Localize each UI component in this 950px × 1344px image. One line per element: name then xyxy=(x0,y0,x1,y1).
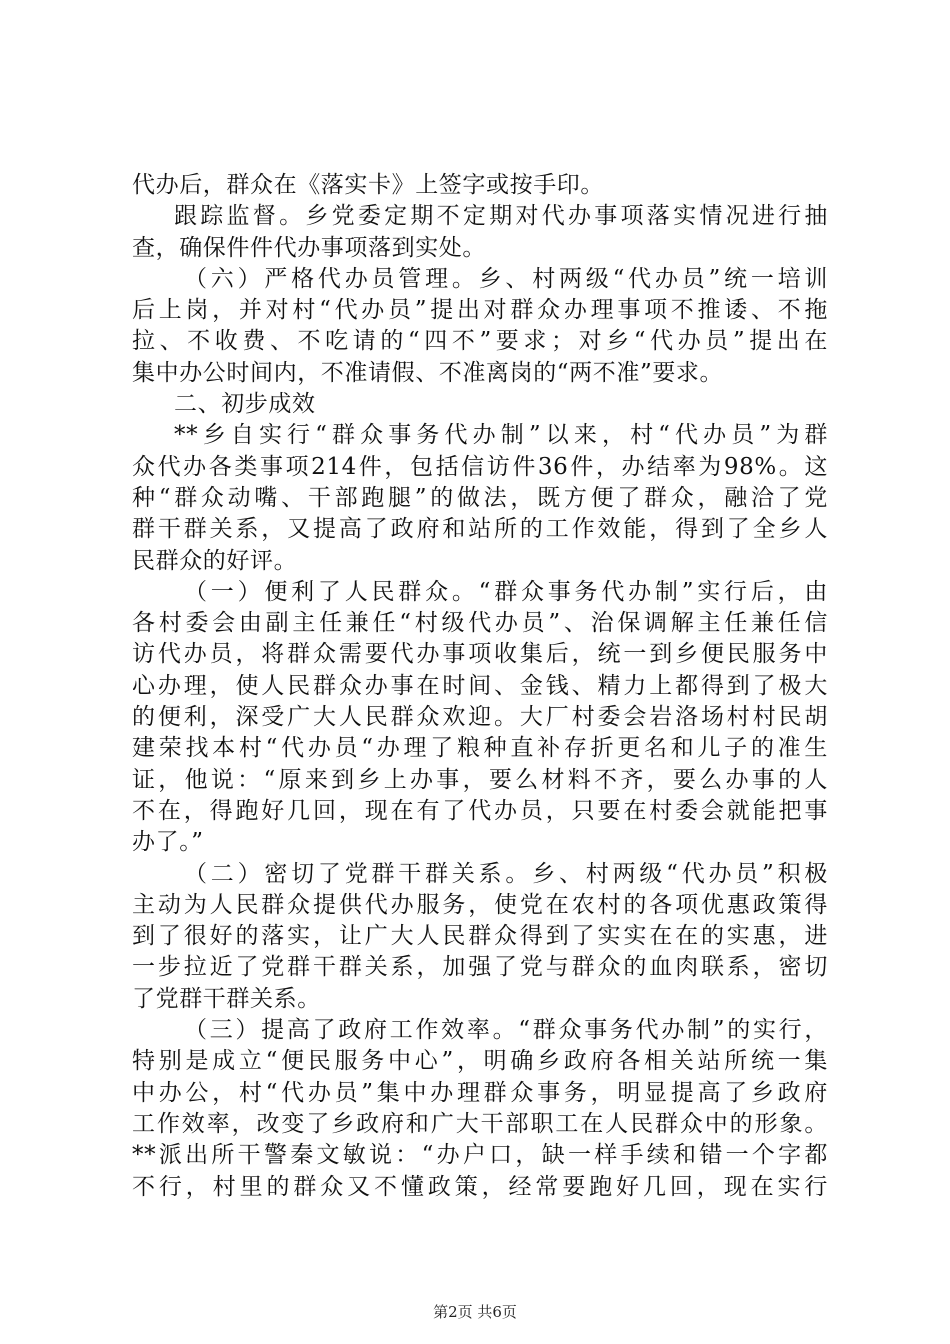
page-footer xyxy=(0,1301,950,1322)
text-line: 证，他说：“原来到乡上办事，要么材料不齐，要么办事的人 xyxy=(132,766,828,793)
text-line: 办了。” xyxy=(132,829,204,856)
text-line: 查，确保件件代办事项落到实处。 xyxy=(132,234,486,261)
text-line: 访代办员，将群众需要代办事项收集后，统一到乡便民服务中 xyxy=(132,641,828,668)
text-line: 后上岗，并对村“代办员”提出对群众办理事项不推诿、不拖 xyxy=(132,297,828,324)
text-line: （二）密切了党群干群关系。乡、村两级“代办员”积极 xyxy=(184,860,828,887)
document-body xyxy=(132,170,828,1203)
text-line: 建荣找本村“代办员“办理了粮种直补存折更名和儿子的准生 xyxy=(132,735,828,762)
text-line: （三）提高了政府工作效率。“群众事务代办制”的实行， xyxy=(184,1017,828,1044)
text-line: 主动为人民群众提供代办服务，使党在农村的各项优惠政策得 xyxy=(132,891,828,918)
text-line: 众代办各类事项214件，包括信访件36件，办结率为98%。这 xyxy=(132,453,828,480)
text-line: 心办理，使人民群众办事在时间、金钱、精力上都得到了极大 xyxy=(132,672,828,699)
text-line: 跟踪监督。乡党委定期不定期对代办事项落实情况进行抽 xyxy=(174,203,828,230)
page-number: 第2页 共6页 xyxy=(433,1303,517,1321)
text-line: 代办后，群众在《落实卡》上签字或按手印。 xyxy=(132,172,604,198)
text-line: 各村委会由副主任兼任“村级代办员”、治保调解主任兼任信 xyxy=(132,610,828,637)
text-line: 了党群干群关系。 xyxy=(132,985,321,1012)
text-line: 特别是成立“便民服务中心”，明确乡政府各相关站所统一集 xyxy=(132,1048,828,1075)
text-line: 群干群关系，又提高了政府和站所的工作效能，得到了全乡人 xyxy=(132,516,828,543)
text-line: 到了很好的落实，让广大人民群众得到了实实在在的实惠，进 xyxy=(132,923,828,950)
text-line: 拉、不收费、不吃请的“四不”要求；对乡“代办员”提出在 xyxy=(132,328,828,355)
text-line: 的便利，深受广大人民群众欢迎。大厂村委会岩洛场村村民胡 xyxy=(132,704,828,731)
text-line: 一步拉近了党群干群关系，加强了党与群众的血肉联系，密切 xyxy=(132,954,828,981)
text-line: （一）便利了人民群众。“群众事务代办制”实行后，由 xyxy=(184,578,828,605)
text-line: 二、初步成效 xyxy=(174,391,316,418)
text-line: （六）严格代办员管理。乡、村两级“代办员”统一培训 xyxy=(184,265,828,292)
text-line: 中办公，村“代办员”集中办理群众事务，明显提高了乡政府 xyxy=(132,1079,828,1106)
text-line: **派出所干警秦文敏说：“办户口，缺一样手续和错一个字都 xyxy=(132,1142,828,1169)
text-line: 工作效率，改变了乡政府和广大干部职工在人民群众中的形象。 xyxy=(132,1110,828,1137)
text-line: 种“群众动嘴、干部跑腿”的做法，既方便了群众，融洽了党 xyxy=(132,484,828,511)
text-line: 集中办公时间内，不准请假、不准离岗的“两不准”要求。 xyxy=(132,359,724,386)
text-line: **乡自实行“群众事务代办制”以来，村“代办员”为群 xyxy=(174,422,828,449)
text-line: 民群众的好评。 xyxy=(132,547,298,574)
text-line: 不行，村里的群众又不懂政策，经常要跑好几回，现在实行 xyxy=(132,1173,828,1200)
text-line: 不在，得跑好几回，现在有了代办员，只要在村委会就能把事 xyxy=(132,797,828,824)
